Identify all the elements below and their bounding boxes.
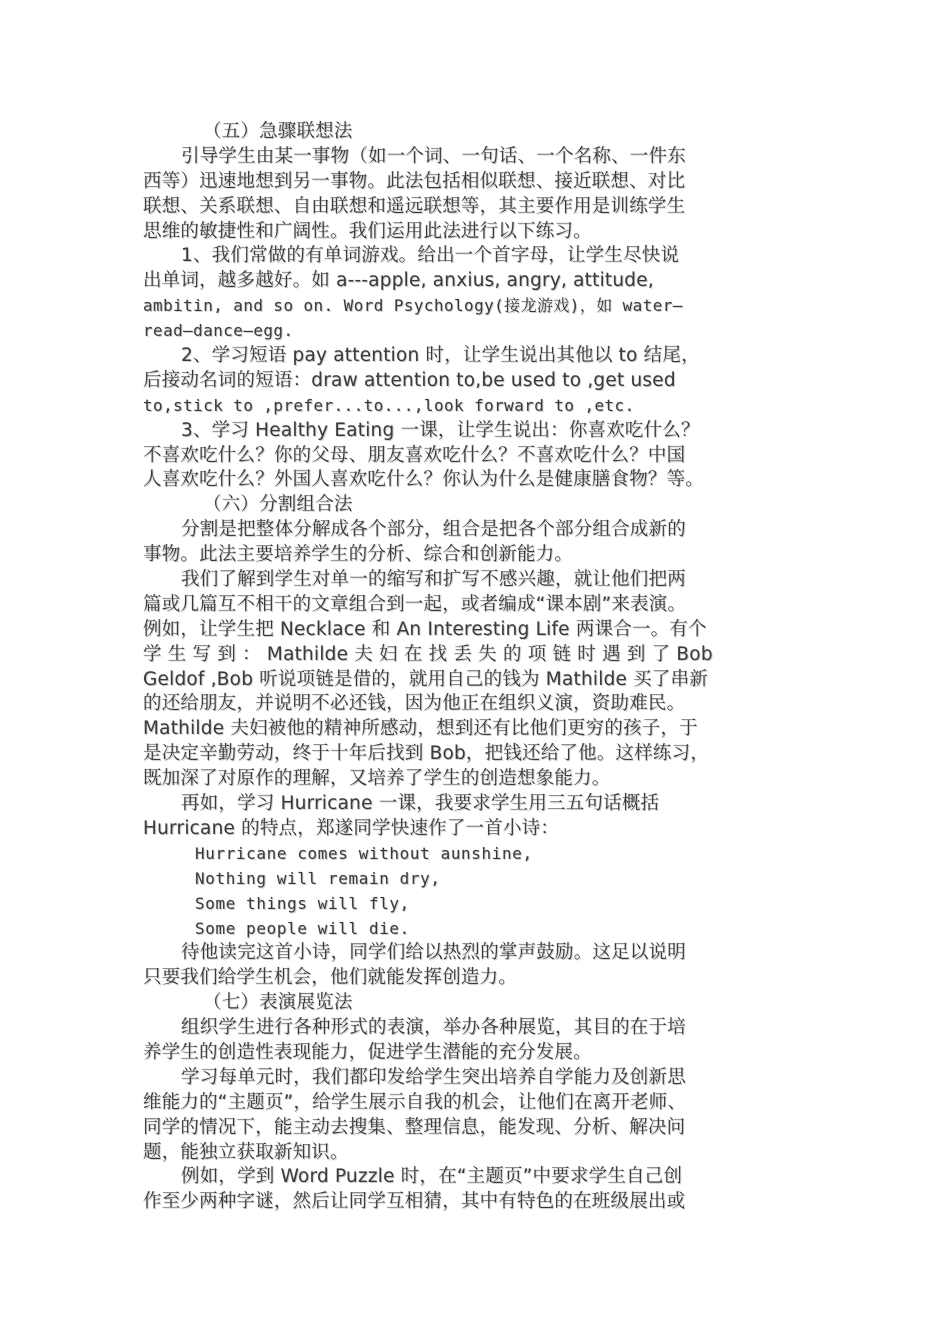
text-line: 西等）迅速地想到另一事物。此法包括相似联想、接近联想、对比 — [143, 170, 686, 192]
text-line: 作至少两种字谜，然后让同学互相猜，其中有特色的在班级展出或 — [143, 1191, 686, 1213]
text-line: 我们了解到学生对单一的缩写和扩写不感兴趣，就让他们把两 — [181, 569, 686, 591]
text-line: 待他读完这首小诗，同学们给以热烈的掌声鼓励。这足以说明 — [181, 942, 686, 964]
text-line: 是决定辛勤劳动，终于十年后找到 Bob，把钱还给了他。这样练习， — [143, 743, 710, 765]
text-line: 后接动名词的短语：draw attention to,be used to ,get used — [143, 369, 676, 391]
text-line: 学 生 写 到 ： Mathilde 夫 妇 在 找 丢 失 的 项 链 时 遇 到 了 Bob — [143, 643, 713, 665]
section-heading: （七）表演展览法 — [203, 992, 353, 1014]
poem-line: Some things will fly, — [195, 893, 410, 913]
text-line: 不喜欢吃什么？你的父母、朋友喜欢吃什么？不喜欢吃什么？中国 — [143, 444, 686, 466]
text-line: 人喜欢吃什么？外国人喜欢吃什么？你认为什么是健康膳食物？等。 — [143, 469, 705, 491]
document-body — [143, 120, 807, 1215]
text-line: read—dance—egg. — [143, 321, 294, 341]
text-line: 只要我们给学生机会，他们就能发挥创造力。 — [143, 967, 518, 989]
text-line: 题，能独立获取新知识。 — [143, 1141, 349, 1163]
text-line: 分割是把整体分解成各个部分，组合是把各个部分组合成新的 — [181, 519, 686, 541]
text-line: 再如，学习 Hurricane 一课，我要求学生用三五句话概括 — [181, 793, 660, 815]
poem-line: Nothing will remain dry, — [195, 868, 441, 888]
text-line: 出单词，越多越好。如 a---apple, anxius, angry, attitude, — [143, 270, 654, 292]
text-line: 例如，学到 Word Puzzle 时，在“主题页”中要求学生自己创 — [181, 1166, 683, 1188]
section-heading: （六）分割组合法 — [203, 494, 353, 516]
text-line: 引导学生由某一事物（如一个词、一句话、一个名称、一件东 — [181, 145, 686, 167]
text-line: Mathilde 夫妇被他的精神所感动，想到还有比他们更穷的孩子，于 — [143, 718, 698, 740]
text-line: 既加深了对原作的理解，又培养了学生的创造想象能力。 — [143, 768, 611, 790]
text-line: 联想、关系联想、自由联想和遥远联想等，其主要作用是训练学生 — [143, 195, 686, 217]
text-line: 学习每单元时，我们都印发给学生突出培养自学能力及创新思 — [181, 1066, 686, 1088]
text-line: to,stick to ,prefer...to...,look forward to ,etc. — [143, 395, 635, 415]
text-line: 的还给朋友，并说明不必还钱，因为他正在组织义演，资助难民。 — [143, 693, 686, 715]
poem-line: Hurricane comes without aunshine, — [195, 843, 533, 863]
text-line: 事物。此法主要培养学生的分析、综合和创新能力。 — [143, 544, 574, 566]
text-line: 1、我们常做的有单词游戏。给出一个首字母，让学生尽快说 — [181, 245, 680, 267]
text-line: 2、学习短语 pay attention 时，让学生说出其他以 to 结尾， — [181, 345, 700, 367]
text-line: 篇或几篇互不相干的文章组合到一起，或者编成“课本剧”来表演。 — [143, 593, 687, 615]
text-line: 例如，让学生把 Necklace 和 An Interesting Life 两课合一。有个 — [143, 618, 707, 640]
text-line: 思维的敏捷性和广阔性。我们运用此法进行以下练习。 — [143, 220, 592, 242]
text-line: 3、学习 Healthy Eating 一课，让学生说出：你喜欢吃什么？ — [181, 419, 700, 441]
text-line: 养学生的创造性表现能力，促进学生潜能的充分发展。 — [143, 1041, 592, 1063]
text-line: Hurricane 的特点，郑遂同学快速作了一首小诗： — [143, 817, 560, 839]
text-line: ambitin, and so on. Word Psychology(接龙游戏)，如 water— — [143, 296, 683, 316]
text-line: 组织学生进行各种形式的表演，举办各种展览，其目的在于培 — [181, 1017, 686, 1039]
text-line: 维能力的“主题页”，给学生展示自我的机会，让他们在离开老师、 — [143, 1091, 687, 1113]
text-line: 同学的情况下，能主动去搜集、整理信息，能发现、分析、解决问 — [143, 1116, 686, 1138]
poem-line: Some people will die. — [195, 918, 410, 938]
text-line: Geldof ,Bob 听说项链是借的，就用自己的钱为 Mathilde 买了串新 — [143, 668, 708, 690]
section-heading: （五）急骤联想法 — [203, 121, 353, 142]
